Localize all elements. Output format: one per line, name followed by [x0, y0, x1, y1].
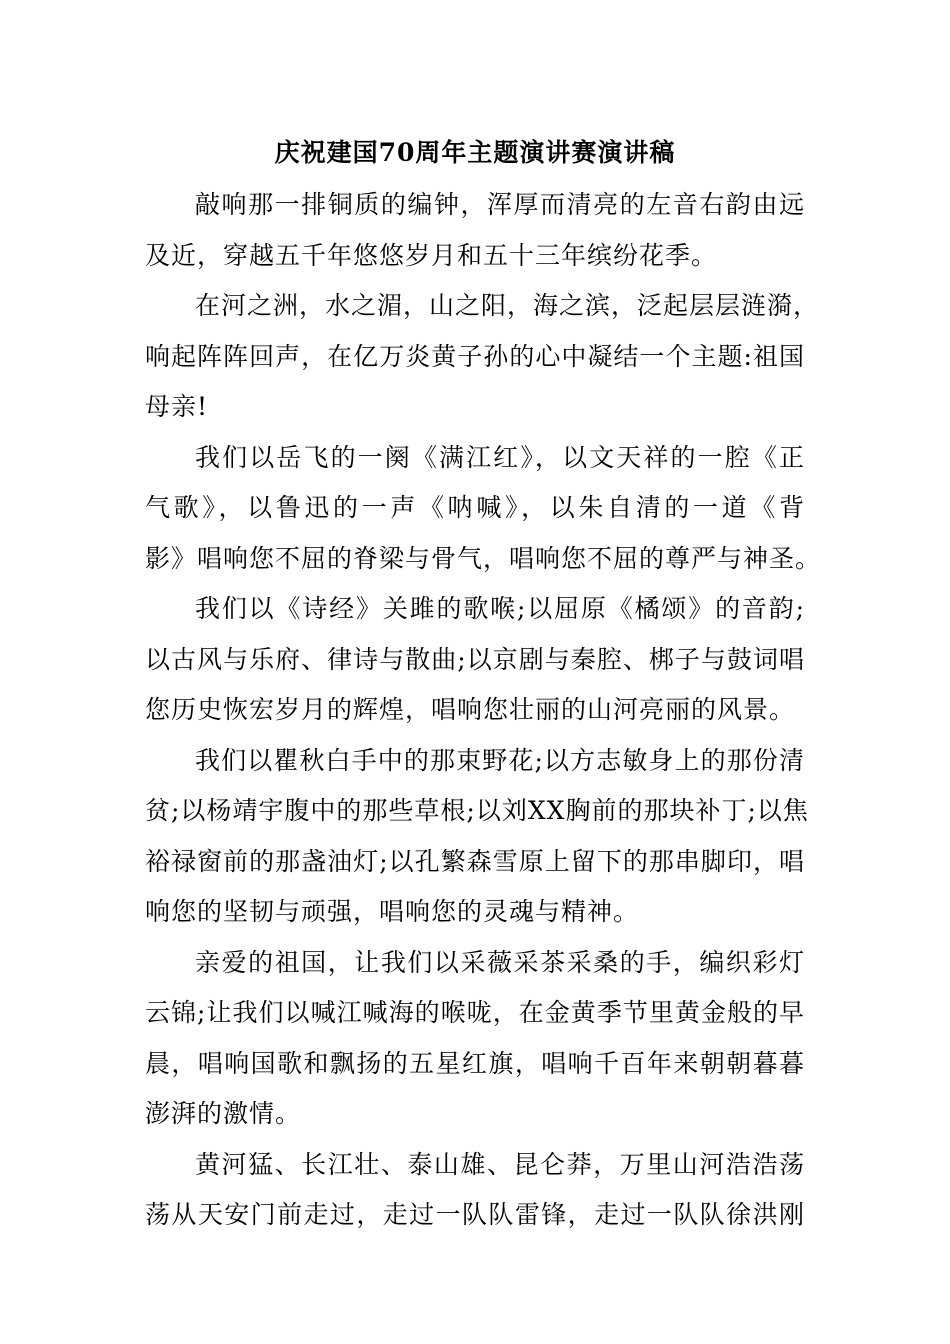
paragraph-line: 母亲!	[145, 392, 209, 421]
paragraph-line: 气歌》，以鲁迅的一声《呐喊》，以朱自清的一道《背	[145, 493, 805, 522]
paragraph	[145, 180, 805, 281]
paragraph-line: 响起阵阵回声，在亿万炎黄子孙的心中凝结一个主题:祖国	[145, 341, 805, 371]
paragraph-line: 裕禄窗前的那盏油灯;以孔繁森雪原上留下的那串脚印，唱	[145, 846, 805, 876]
document-title: 庆祝建国70周年主题演讲赛演讲稿	[274, 138, 676, 167]
paragraph-line: 以古风与乐府、律诗与散曲;以京剧与秦腔、梆子与鼓词唱	[145, 644, 805, 674]
paragraph	[145, 433, 822, 585]
paragraph-line: 我们以瞿秋白手中的那束野花;以方志敏身上的那份清	[195, 745, 805, 775]
paragraph-line: 敲响那一排铜质的编钟，浑厚而清亮的左音右韵由远	[195, 190, 805, 219]
paragraph-line: 在河之洲，水之湄，山之阳，海之滨，泛起层层涟漪，	[195, 291, 820, 320]
paragraph-line: 我们以岳飞的一阕《满江红》，以文天祥的一腔《正	[195, 442, 805, 472]
paragraph-line: 响您的坚韧与顽强，唱响您的灵魂与精神。	[145, 897, 640, 926]
paragraph-line: 及近，穿越五千年悠悠岁月和五十三年缤纷花季。	[145, 240, 718, 270]
paragraph-line: 黄河猛、长江壮、泰山雄、昆仑莽，万里山河浩浩荡	[195, 1149, 805, 1179]
paragraph-line: 我们以《诗经》关雎的歌喉;以屈原《橘颂》的音韵;	[195, 594, 805, 623]
paragraph-line: 亲爱的祖国，让我们以采薇采茶采桑的手，编织彩灯	[195, 947, 805, 977]
paragraph-line: 云锦;让我们以喊江喊海的喉咙，在金黄季节里黄金般的早	[145, 998, 805, 1027]
paragraph	[145, 1140, 805, 1241]
paragraph	[145, 736, 809, 938]
document-page	[145, 128, 822, 1241]
paragraph-line: 贫;以杨靖宇腹中的那些草根;以刘XX胸前的那块补丁;以焦	[145, 796, 809, 825]
paragraph-line: 晨，唱响国歌和飘扬的五星红旗，唱响千百年来朝朝暮暮	[145, 1048, 805, 1078]
document-body	[145, 180, 822, 1241]
paragraph-line: 影》唱响您不屈的脊梁与骨气，唱响您不屈的尊严与神圣。	[145, 543, 822, 573]
paragraph-line: 荡从天安门前走过，走过一队队雷锋，走过一队队徐洪刚	[145, 1200, 805, 1229]
paragraph-line: 您历史恢宏岁月的辉煌，唱响您壮丽的山河亮丽的风景。	[145, 695, 796, 724]
paragraph-line: 澎湃的激情。	[145, 1099, 302, 1128]
paragraph	[145, 584, 805, 736]
paragraph	[145, 281, 820, 433]
paragraph	[145, 938, 805, 1140]
